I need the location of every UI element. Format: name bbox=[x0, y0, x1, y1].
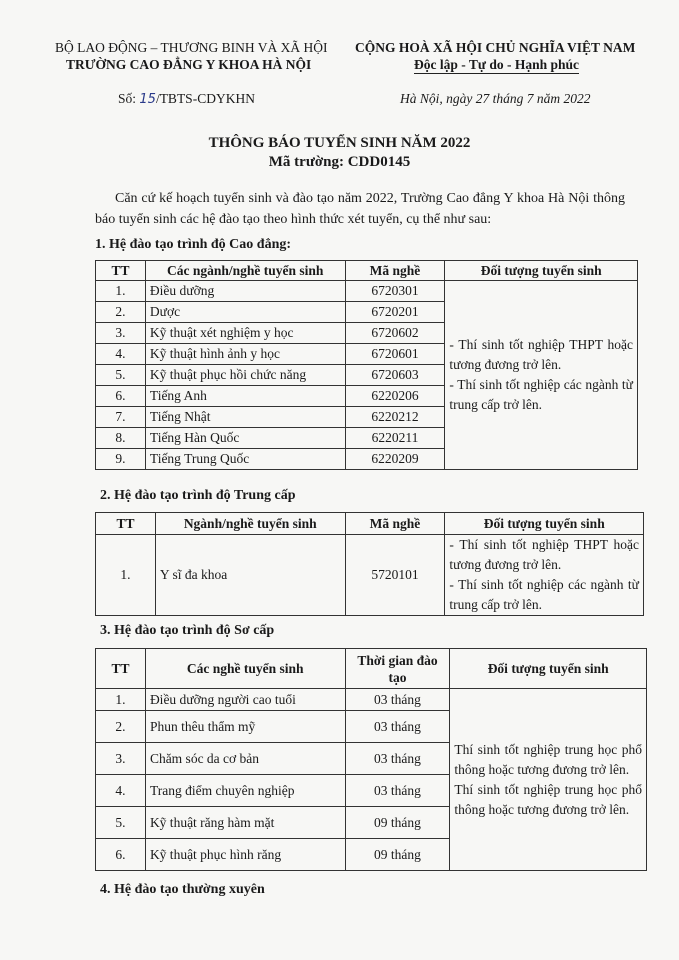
target-item: - Thí sinh tốt nghiệp THPT hoặc tương đương trở lên. bbox=[449, 537, 639, 572]
document-title: THÔNG BÁO TUYỂN SINH NĂM 2022 bbox=[208, 135, 471, 151]
program-code: 6720301 bbox=[345, 281, 445, 302]
program-name: Chăm sóc da cơ bản bbox=[145, 743, 345, 775]
admission-target bbox=[445, 281, 638, 470]
program-name: Tiếng Anh bbox=[145, 386, 345, 407]
program-name: Kỹ thuật phục hình răng bbox=[145, 839, 345, 871]
row-number: 2. bbox=[96, 711, 146, 743]
table-row bbox=[96, 281, 638, 302]
table-row bbox=[96, 689, 647, 711]
program-name: Tiếng Nhật bbox=[145, 407, 345, 428]
section-2-heading: 2. Hệ đào tạo trình độ Trung cấp bbox=[100, 488, 296, 503]
program-name: Tiếng Trung Quốc bbox=[145, 449, 345, 470]
college-programs-table bbox=[95, 260, 638, 470]
ref-suffix: /TBTS-CDYKHN bbox=[155, 91, 255, 106]
program-code: 6220211 bbox=[345, 428, 445, 449]
program-code: 5720101 bbox=[345, 535, 445, 616]
row-number: 4. bbox=[96, 344, 146, 365]
row-number: 6. bbox=[96, 386, 146, 407]
country-name: CỘNG HOÀ XÃ HỘI CHỦ NGHĨA VIỆT NAM bbox=[355, 40, 636, 55]
training-duration: 03 tháng bbox=[345, 711, 450, 743]
column-header: TT bbox=[96, 261, 146, 281]
table-row bbox=[96, 535, 644, 616]
training-duration: 09 tháng bbox=[345, 839, 450, 871]
program-code: 6720601 bbox=[345, 344, 445, 365]
national-motto: Độc lập - Tự do - Hạnh phúc bbox=[414, 57, 580, 72]
table-header-row bbox=[96, 261, 638, 281]
section-4-heading: 4. Hệ đào tạo thường xuyên bbox=[100, 882, 265, 897]
program-name: Kỹ thuật phục hồi chức năng bbox=[145, 365, 345, 386]
program-name: Kỹ thuật hình ảnh y học bbox=[145, 344, 345, 365]
row-number: 2. bbox=[96, 302, 146, 323]
target-item: - Thí sinh tốt nghiệp các ngành từ trung cấp trở lên. bbox=[449, 577, 639, 612]
column-header: Mã nghề bbox=[345, 261, 445, 281]
program-code: 6220206 bbox=[345, 386, 445, 407]
row-number: 5. bbox=[96, 365, 146, 386]
elementary-programs-table bbox=[95, 648, 647, 871]
school-name: TRƯỜNG CAO ĐẲNG Y KHOA HÀ NỘI bbox=[66, 57, 312, 72]
target-item: Thí sinh tốt nghiệp trung học phổ thông hoặc tương đương trở lên. bbox=[454, 781, 642, 817]
admission-target bbox=[445, 535, 644, 616]
target-item: - Thí sinh tốt nghiệp các ngành từ trung cấp trở lên. bbox=[449, 377, 633, 412]
row-number: 7. bbox=[96, 407, 146, 428]
program-name: Kỹ thuật răng hàm mặt bbox=[145, 807, 345, 839]
column-header: TT bbox=[96, 649, 146, 689]
row-number: 3. bbox=[96, 743, 146, 775]
program-name: Trang điểm chuyên nghiệp bbox=[145, 775, 345, 807]
row-number: 8. bbox=[96, 428, 146, 449]
program-name: Dược bbox=[145, 302, 345, 323]
column-header: Đối tượng tuyển sinh bbox=[445, 513, 644, 535]
row-number: 6. bbox=[96, 839, 146, 871]
row-number: 3. bbox=[96, 323, 146, 344]
table-header-row bbox=[96, 649, 647, 689]
school-code: Mã trường: CDD0145 bbox=[268, 154, 411, 170]
program-code: 6220209 bbox=[345, 449, 445, 470]
table-header-row bbox=[96, 513, 644, 535]
training-duration: 09 tháng bbox=[345, 807, 450, 839]
column-header: Đối tượng tuyển sinh bbox=[445, 261, 638, 281]
program-name: Kỹ thuật xét nghiệm y học bbox=[145, 323, 345, 344]
column-header: Ngành/nghề tuyển sinh bbox=[155, 513, 345, 535]
column-header: Mã nghề bbox=[345, 513, 445, 535]
intro-paragraph: Căn cứ kế hoạch tuyển sinh và đào tạo năm 2022, Trường Cao đẳng Y khoa Hà Nội thông báo tuyển sinh các hệ đào tạo theo hình thức xét tuyển, cụ thể như sau: bbox=[95, 191, 625, 227]
program-name: Điều dưỡng người cao tuổi bbox=[145, 689, 345, 711]
column-header: Đối tượng tuyển sinh bbox=[450, 649, 647, 689]
column-header: Các nghề tuyển sinh bbox=[145, 649, 345, 689]
document-date: Hà Nội, ngày 27 tháng 7 năm 2022 bbox=[400, 91, 591, 106]
row-number: 9. bbox=[96, 449, 146, 470]
document-number bbox=[118, 91, 255, 107]
program-name: Tiếng Hàn Quốc bbox=[145, 428, 345, 449]
intermediate-programs-table bbox=[95, 512, 644, 616]
ref-prefix: Số: bbox=[118, 91, 137, 106]
program-name: Điều dưỡng bbox=[145, 281, 345, 302]
program-code: 6720201 bbox=[345, 302, 445, 323]
training-duration: 03 tháng bbox=[345, 775, 450, 807]
column-header: Các ngành/nghề tuyển sinh bbox=[145, 261, 345, 281]
program-code: 6720603 bbox=[345, 365, 445, 386]
training-duration: 03 tháng bbox=[345, 743, 450, 775]
program-code: 6220212 bbox=[345, 407, 445, 428]
row-number: 1. bbox=[96, 689, 146, 711]
target-item: Thí sinh tốt nghiệp trung học phổ thông hoặc tương đương trở lên. bbox=[454, 741, 642, 777]
column-header: Thời gian đào tạo bbox=[345, 649, 450, 689]
row-number: 1. bbox=[96, 281, 146, 302]
row-number: 1. bbox=[96, 535, 156, 616]
program-code: 6720602 bbox=[345, 323, 445, 344]
section-3-heading: 3. Hệ đào tạo trình độ Sơ cấp bbox=[100, 623, 275, 638]
row-number: 4. bbox=[96, 775, 146, 807]
target-item: - Thí sinh tốt nghiệp THPT hoặc tương đương trở lên. bbox=[449, 337, 633, 372]
column-header: TT bbox=[96, 513, 156, 535]
training-duration: 03 tháng bbox=[345, 689, 450, 711]
row-number: 5. bbox=[96, 807, 146, 839]
ministry-name: BỘ LAO ĐỘNG – THƯƠNG BINH VÀ XÃ HỘI bbox=[55, 40, 328, 55]
ref-number-handwritten: 15 bbox=[139, 92, 156, 107]
program-name: Phun thêu thẩm mỹ bbox=[145, 711, 345, 743]
section-1-heading: 1. Hệ đào tạo trình độ Cao đẳng: bbox=[95, 237, 292, 252]
admission-target bbox=[450, 689, 647, 871]
program-name: Y sĩ đa khoa bbox=[155, 535, 345, 616]
